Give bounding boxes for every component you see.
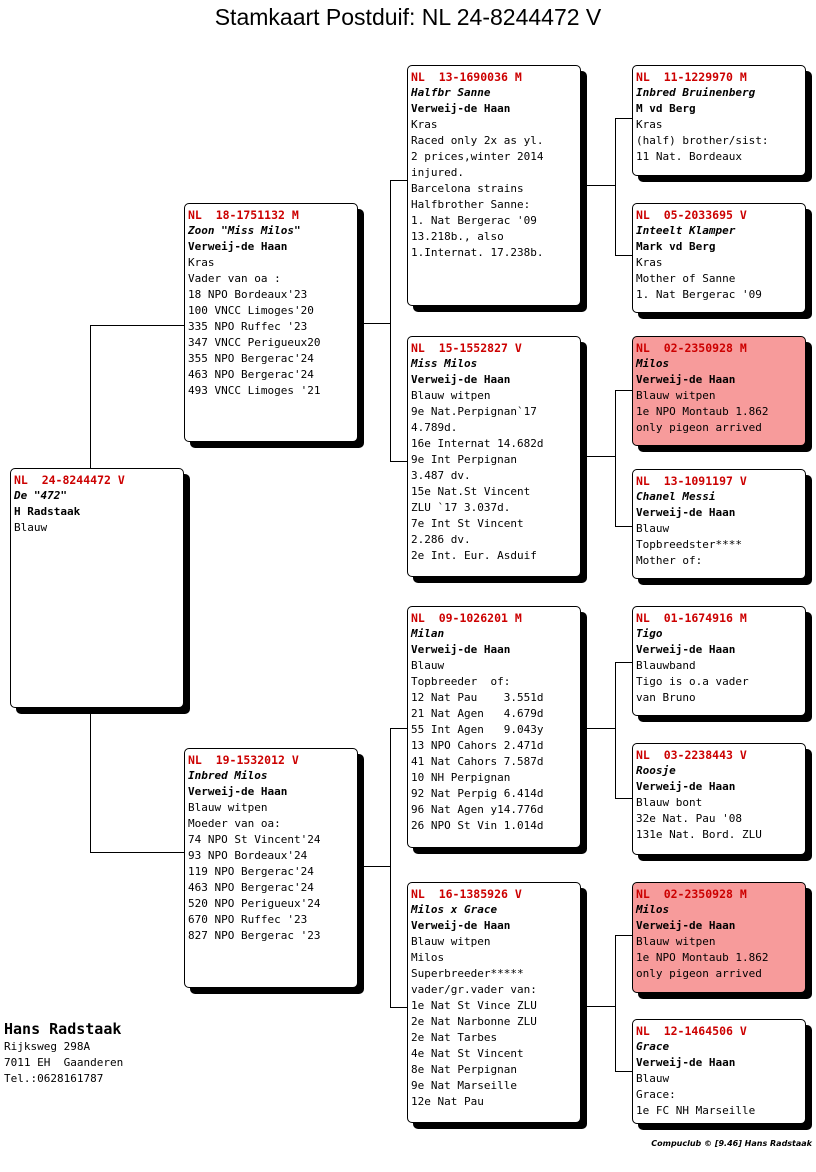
pigeon-card-great-grandparent bbox=[632, 203, 806, 313]
note-line: Raced only 2x as yl. bbox=[411, 134, 544, 147]
note-line: 2 prices,winter 2014 bbox=[411, 150, 544, 163]
connector-line bbox=[615, 118, 632, 119]
note-line: 119 NPO Bergerac'24 bbox=[188, 865, 314, 878]
note-line: Blauw witpen bbox=[411, 935, 491, 948]
note-line: 9e Nat.Perpignan`17 bbox=[411, 405, 537, 418]
note-line: 493 VNCC Limoges '21 bbox=[188, 384, 321, 397]
breeder: M vd Berg bbox=[636, 102, 696, 115]
note-line: van Bruno bbox=[636, 691, 696, 704]
breeder: Verweij-de Haan bbox=[188, 785, 288, 798]
connector-line bbox=[615, 935, 616, 1072]
owner-info bbox=[4, 1019, 123, 1087]
breeder: Verweij-de Haan bbox=[411, 373, 511, 386]
pigeon-card-father bbox=[184, 203, 358, 442]
note-line: Superbreeder***** bbox=[411, 967, 524, 980]
note-line: 463 NPO Bergerac'24 bbox=[188, 881, 314, 894]
pigeon-name: Inbred Bruinenberg bbox=[636, 86, 756, 99]
ring-number: NL 18-1751132 M bbox=[188, 208, 299, 222]
ring-number: NL 11-1229970 M bbox=[636, 70, 747, 84]
note-line: 131e Nat. Bord. ZLU bbox=[636, 828, 762, 841]
connector-line bbox=[615, 390, 632, 391]
note-line: 100 VNCC Limoges'20 bbox=[188, 304, 314, 317]
pigeon-name: De "472" bbox=[14, 489, 67, 502]
note-line: 1e NPO Montaub 1.862 bbox=[636, 951, 769, 964]
note-line: 463 NPO Bergerac'24 bbox=[188, 368, 314, 381]
ring-number: NL 01-1674916 M bbox=[636, 611, 747, 625]
pigeon-name: Miss Milos bbox=[411, 357, 478, 370]
note-line: 92 Nat Perpig 6.414d bbox=[411, 787, 544, 800]
pigeon-card-great-grandparent bbox=[632, 336, 806, 446]
connector-line bbox=[390, 180, 391, 462]
pigeon-card-grandparent bbox=[407, 65, 581, 306]
note-line: 13.218b., also bbox=[411, 230, 504, 243]
note-line: 335 NPO Ruffec '23 bbox=[188, 320, 308, 333]
connector-line bbox=[615, 798, 632, 799]
note-line: Blauw witpen bbox=[188, 801, 268, 814]
breeder: H Radstaak bbox=[14, 505, 81, 518]
pigeon-card-grandparent bbox=[407, 606, 581, 848]
pigeon-name: Grace bbox=[636, 1040, 670, 1053]
connector-line bbox=[584, 728, 615, 729]
pigeon-card-great-grandparent bbox=[632, 1019, 806, 1124]
pigeon-name: Chanel Messi bbox=[636, 490, 716, 503]
note-line: 55 Int Agen 9.043y bbox=[411, 723, 544, 736]
note-line: Blauw bbox=[14, 521, 48, 534]
note-line: ZLU `17 3.037d. bbox=[411, 501, 511, 514]
note-line: Kras bbox=[411, 118, 438, 131]
connector-line bbox=[390, 1007, 407, 1008]
connector-line bbox=[584, 1006, 615, 1007]
note-line: 16e Internat 14.682d bbox=[411, 437, 544, 450]
breeder: Verweij-de Haan bbox=[411, 102, 511, 115]
note-line: 827 NPO Bergerac '23 bbox=[188, 929, 321, 942]
note-line: 670 NPO Ruffec '23 bbox=[188, 913, 308, 926]
note-line: Halfbrother Sanne: bbox=[411, 198, 531, 211]
ring-number: NL 09-1026201 M bbox=[411, 611, 522, 625]
note-line: Blauw bbox=[411, 659, 445, 672]
note-line: vader/gr.vader van: bbox=[411, 983, 537, 996]
note-line: Blauw bont bbox=[636, 796, 703, 809]
note-line: 96 Nat Agen y14.776d bbox=[411, 803, 544, 816]
note-line: Kras bbox=[636, 256, 663, 269]
pigeon-name: Inteelt Klamper bbox=[636, 224, 736, 237]
note-line: 7e Int St Vincent bbox=[411, 517, 524, 530]
note-line: 21 Nat Agen 4.679d bbox=[411, 707, 544, 720]
note-line: 355 NPO Bergerac'24 bbox=[188, 352, 314, 365]
pigeon-name: Milos x Grace bbox=[411, 903, 498, 916]
note-line: Grace: bbox=[636, 1088, 676, 1101]
note-line: 74 NPO St Vincent'24 bbox=[188, 833, 321, 846]
connector-line bbox=[615, 526, 632, 527]
pigeon-name: Milos bbox=[636, 357, 670, 370]
note-line: 9e Nat Marseille bbox=[411, 1079, 517, 1092]
page-title: Stamkaart Postduif: NL 24-8244472 V bbox=[214, 4, 602, 30]
ring-number: NL 02-2350928 M bbox=[636, 887, 747, 901]
note-line: 8e Nat Perpignan bbox=[411, 1063, 517, 1076]
note-line: Tigo is o.a vader bbox=[636, 675, 749, 688]
note-line: 1.Internat. 17.238b. bbox=[411, 246, 544, 259]
owner-address: Rijksweg 298A bbox=[4, 1040, 91, 1053]
note-line: 4.789d. bbox=[411, 421, 458, 434]
breeder: Mark vd Berg bbox=[636, 240, 716, 253]
ring-number: NL 05-2033695 V bbox=[636, 208, 747, 222]
note-line: 9e Int Perpignan bbox=[411, 453, 517, 466]
note-line: Blauw bbox=[636, 1072, 670, 1085]
note-line: 1. Nat Bergerac '09 bbox=[636, 288, 762, 301]
pigeon-name: Roosje bbox=[636, 764, 676, 777]
note-line: 3.487 dv. bbox=[411, 469, 471, 482]
pigeon-name: Inbred Milos bbox=[188, 769, 268, 782]
ring-number: NL 13-1690036 M bbox=[411, 70, 522, 84]
note-line: 2e Int. Eur. Asduif bbox=[411, 549, 537, 562]
note-line: 93 NPO Bordeaux'24 bbox=[188, 849, 308, 862]
pigeon-name: Zoon "Miss Milos" bbox=[188, 224, 301, 237]
connector-line bbox=[90, 852, 184, 853]
breeder: Verweij-de Haan bbox=[636, 1056, 736, 1069]
pigeon-card-great-grandparent bbox=[632, 65, 806, 176]
note-line: only pigeon arrived bbox=[636, 421, 762, 434]
note-line: 347 VNCC Perigueux20 bbox=[188, 336, 321, 349]
note-line: 1e Nat St Vince ZLU bbox=[411, 999, 537, 1012]
breeder: Verweij-de Haan bbox=[636, 919, 736, 932]
pigeon-name: Halfbr Sanne bbox=[411, 86, 491, 99]
owner-name: Hans Radstaak bbox=[4, 1020, 122, 1038]
note-line: 2e Nat Narbonne ZLU bbox=[411, 1015, 537, 1028]
connector-line bbox=[615, 1071, 632, 1072]
ring-number: NL 19-1532012 V bbox=[188, 753, 299, 767]
note-line: Blauw witpen bbox=[411, 389, 491, 402]
note-line: Kras bbox=[636, 118, 663, 131]
note-line: 1e FC NH Marseille bbox=[636, 1104, 756, 1117]
connector-line bbox=[584, 185, 615, 186]
pigeon-card-subject bbox=[10, 468, 184, 708]
breeder: Verweij-de Haan bbox=[411, 643, 511, 656]
note-line: 2.286 dv. bbox=[411, 533, 471, 546]
pigeon-card-grandparent bbox=[407, 882, 581, 1123]
ring-number: NL 02-2350928 M bbox=[636, 341, 747, 355]
pigeon-card-great-grandparent bbox=[632, 469, 806, 579]
note-line: 520 NPO Perigueux'24 bbox=[188, 897, 321, 910]
note-line: Blauwband bbox=[636, 659, 696, 672]
connector-line bbox=[90, 325, 184, 326]
note-line: 10 NH Perpignan bbox=[411, 771, 511, 784]
pigeon-card-great-grandparent bbox=[632, 606, 806, 716]
note-line: Vader van oa : bbox=[188, 272, 281, 285]
note-line: Blauw witpen bbox=[636, 935, 716, 948]
pigeon-name: Milan bbox=[411, 627, 445, 640]
connector-line bbox=[615, 390, 616, 527]
ring-number: NL 15-1552827 V bbox=[411, 341, 522, 355]
note-line: 1. Nat Bergerac '09 bbox=[411, 214, 537, 227]
connector-line bbox=[390, 461, 407, 462]
pigeon-card-great-grandparent bbox=[632, 882, 806, 993]
note-line: 32e Nat. Pau '08 bbox=[636, 812, 742, 825]
note-line: Topbreedster**** bbox=[636, 538, 742, 551]
ring-number: NL 24-8244472 V bbox=[14, 473, 125, 487]
connector-line bbox=[615, 118, 616, 256]
note-line: Blauw witpen bbox=[636, 389, 716, 402]
note-line: 12 Nat Pau 3.551d bbox=[411, 691, 544, 704]
pigeon-card-grandparent bbox=[407, 336, 581, 577]
connector-line bbox=[390, 728, 391, 1008]
note-line: 11 Nat. Bordeaux bbox=[636, 150, 742, 163]
breeder: Verweij-de Haan bbox=[411, 919, 511, 932]
breeder: Verweij-de Haan bbox=[636, 373, 736, 386]
note-line: 15e Nat.St Vincent bbox=[411, 485, 531, 498]
breeder: Verweij-de Haan bbox=[636, 780, 736, 793]
connector-line bbox=[615, 662, 632, 663]
owner-phone: Tel.:0628161787 bbox=[4, 1072, 104, 1085]
pigeon-name: Tigo bbox=[636, 627, 663, 640]
note-line: 12e Nat Pau bbox=[411, 1095, 484, 1108]
note-line: 26 NPO St Vin 1.014d bbox=[411, 819, 544, 832]
note-line: 41 Nat Cahors 7.587d bbox=[411, 755, 544, 768]
note-line: Mother of Sanne bbox=[636, 272, 736, 285]
connector-line bbox=[390, 728, 407, 729]
connector-line bbox=[615, 255, 632, 256]
ring-number: NL 13-1091197 V bbox=[636, 474, 747, 488]
note-line: 13 NPO Cahors 2.471d bbox=[411, 739, 544, 752]
connector-line bbox=[615, 662, 616, 799]
note-line: 1e NPO Montaub 1.862 bbox=[636, 405, 769, 418]
footer-credit: Compuclub © [9.46] Hans Radstaak bbox=[651, 1139, 812, 1148]
note-line: 18 NPO Bordeaux'23 bbox=[188, 288, 308, 301]
connector-line bbox=[390, 180, 407, 181]
connector-line bbox=[360, 323, 390, 324]
connector-line bbox=[615, 935, 632, 936]
connector-line bbox=[584, 456, 615, 457]
note-line: Topbreeder of: bbox=[411, 675, 511, 688]
pigeon-name: Milos bbox=[636, 903, 670, 916]
note-line: Kras bbox=[188, 256, 215, 269]
note-line: Moeder van oa: bbox=[188, 817, 281, 830]
pigeon-card-great-grandparent bbox=[632, 743, 806, 855]
note-line: 4e Nat St Vincent bbox=[411, 1047, 524, 1060]
ring-number: NL 16-1385926 V bbox=[411, 887, 522, 901]
breeder: Verweij-de Haan bbox=[636, 643, 736, 656]
connector-line bbox=[360, 866, 390, 867]
breeder: Verweij-de Haan bbox=[188, 240, 288, 253]
note-line: only pigeon arrived bbox=[636, 967, 762, 980]
note-line: injured. bbox=[411, 166, 464, 179]
ring-number: NL 03-2238443 V bbox=[636, 748, 747, 762]
note-line: Mother of: bbox=[636, 554, 703, 567]
note-line: (half) brother/sist: bbox=[636, 134, 769, 147]
ring-number: NL 12-1464506 V bbox=[636, 1024, 747, 1038]
note-line: 2e Nat Tarbes bbox=[411, 1031, 498, 1044]
note-line: Blauw bbox=[636, 522, 670, 535]
note-line: Milos bbox=[411, 951, 445, 964]
owner-city: 7011 EH Gaanderen bbox=[4, 1056, 124, 1069]
pigeon-card-mother bbox=[184, 748, 358, 988]
note-line: Barcelona strains bbox=[411, 182, 524, 195]
breeder: Verweij-de Haan bbox=[636, 506, 736, 519]
